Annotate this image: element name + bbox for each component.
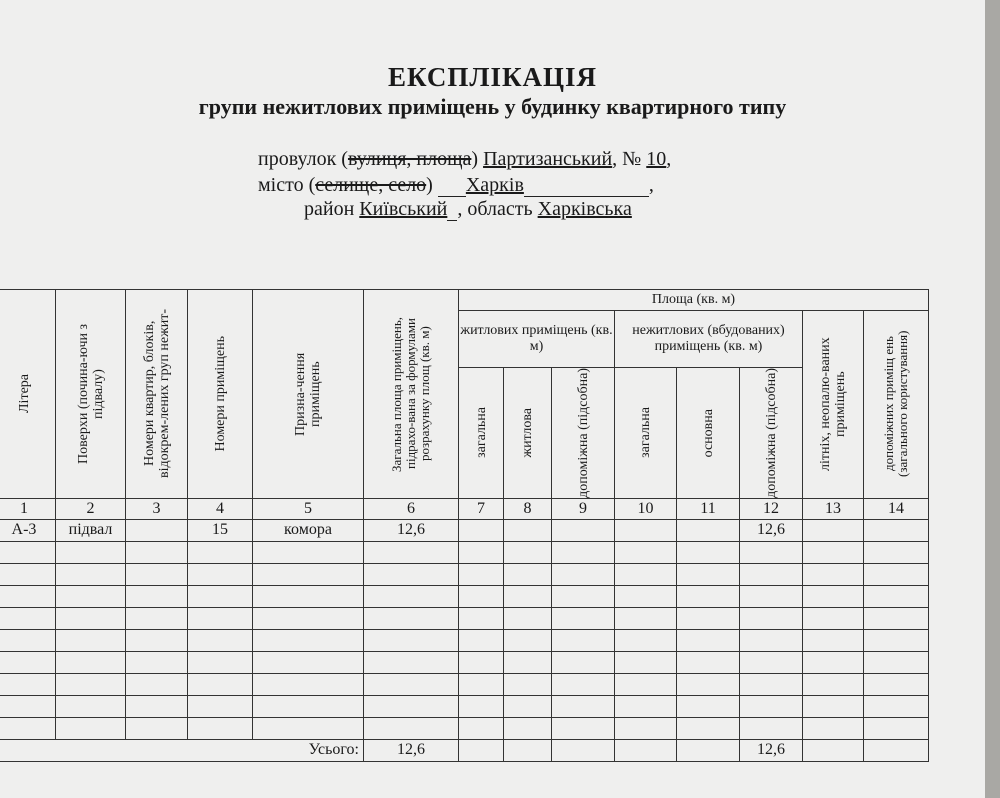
table-cell [552, 717, 615, 739]
table-cell [615, 585, 677, 607]
table-cell [504, 651, 552, 673]
column-number: 4 [188, 498, 253, 519]
header-apartment-numbers-text: Номери квартир, блоків, відокрем-лених груп нежит- [141, 309, 172, 479]
table-cell [803, 541, 864, 563]
table-cell [504, 629, 552, 651]
table-cell [364, 651, 459, 673]
table-cell [56, 541, 126, 563]
header-common-rooms-text: допоміжних приміщ ень (загального користування) [881, 331, 910, 478]
header-room-purpose-text: Призна-чення приміщень [293, 352, 323, 436]
table-cell [459, 519, 504, 541]
table-row [0, 695, 929, 717]
table-cell [459, 717, 504, 739]
table-cell [56, 717, 126, 739]
table-cell [803, 717, 864, 739]
table-cell [0, 695, 56, 717]
table-cell [677, 607, 740, 629]
header-common-rooms [864, 311, 929, 499]
table-cell [504, 607, 552, 629]
header-res-total [459, 368, 504, 499]
table-cell [552, 607, 615, 629]
header-res-living [504, 368, 552, 499]
table-cell [126, 695, 188, 717]
table-cell [126, 607, 188, 629]
header-apartment-numbers [126, 290, 188, 499]
table-cell [0, 651, 56, 673]
table-cell [677, 717, 740, 739]
header-residential: житлових приміщень (кв. м) [459, 311, 615, 368]
column-number: 5 [253, 498, 364, 519]
header-nonresidential: нежитлових (вбудованих) приміщень (кв. м) [615, 311, 803, 368]
table-cell [615, 717, 677, 739]
table-cell [740, 585, 803, 607]
table-cell [615, 519, 677, 541]
table-row [0, 563, 929, 585]
table-cell [803, 673, 864, 695]
header-nonres-total-text: загальна [638, 407, 653, 459]
table-cell: 12,6 [364, 519, 459, 541]
table-cell [615, 541, 677, 563]
table-cell [253, 585, 364, 607]
document-subtitle: групи нежитлових приміщень у будинку квартирного типу [198, 94, 787, 119]
header-floors [56, 290, 126, 499]
header-res-living-text: житлова [520, 408, 535, 458]
table-cell [740, 651, 803, 673]
table-cell: комора [253, 519, 364, 541]
table-cell [504, 519, 552, 541]
table-cell [188, 673, 253, 695]
table-cell [864, 519, 929, 541]
total-col12: 12,6 [740, 739, 803, 761]
column-number: 14 [864, 498, 929, 519]
total-col13 [803, 739, 864, 761]
table-cell [459, 651, 504, 673]
table-cell [552, 695, 615, 717]
table-cell [552, 541, 615, 563]
table-cell: А-3 [0, 519, 56, 541]
table-cell [677, 541, 740, 563]
table-cell [552, 629, 615, 651]
table-cell [459, 695, 504, 717]
street-prefix: провулок ( [258, 148, 348, 170]
table-cell [126, 651, 188, 673]
table-row [0, 585, 929, 607]
table-cell [864, 717, 929, 739]
city-blank-before [438, 178, 466, 197]
table-cell [253, 629, 364, 651]
table-cell [803, 519, 864, 541]
table-cell [803, 695, 864, 717]
table-cell [126, 585, 188, 607]
table-cell [552, 673, 615, 695]
table-cell [504, 717, 552, 739]
table-row [0, 541, 929, 563]
table-cell [552, 585, 615, 607]
table-cell [803, 651, 864, 673]
table-cell [740, 563, 803, 585]
table-cell [253, 651, 364, 673]
header-litera [0, 290, 56, 499]
header-res-auxiliary [552, 368, 615, 499]
table-cell [0, 541, 56, 563]
document-title: ЕКСПЛІКАЦІЯ [387, 62, 598, 92]
header-nonres-auxiliary-text: допоміжна (підсобна) [763, 368, 779, 498]
table-cell [126, 563, 188, 585]
table-cell [459, 563, 504, 585]
region-name: Харківська [537, 198, 632, 220]
header-res-auxiliary-text: допоміжна (підсобна) [575, 368, 591, 498]
table-row [0, 673, 929, 695]
table-cell [188, 563, 253, 585]
table-cell [504, 541, 552, 563]
column-number: 12 [740, 498, 803, 519]
table-cell [864, 563, 929, 585]
total-label: Усього: [0, 739, 364, 761]
table-cell [188, 607, 253, 629]
district-name: Київський [359, 198, 448, 220]
table-cell [615, 629, 677, 651]
table-cell: підвал [56, 519, 126, 541]
table-cell [364, 695, 459, 717]
table-cell [253, 607, 364, 629]
table-cell [864, 695, 929, 717]
table-cell [364, 585, 459, 607]
header-room-numbers [188, 290, 253, 499]
header-room-purpose [253, 290, 364, 499]
table-cell [677, 651, 740, 673]
street-line [258, 148, 671, 171]
table-cell [56, 695, 126, 717]
table-cell [504, 695, 552, 717]
table-cell [188, 717, 253, 739]
table-row [0, 629, 929, 651]
table-cell [253, 563, 364, 585]
table-cell [56, 607, 126, 629]
header-area-group: Площа (кв. м) [459, 290, 929, 311]
city-struck-text: селище, село [315, 174, 427, 196]
table-cell [677, 695, 740, 717]
table-cell [740, 607, 803, 629]
header-summer-rooms [803, 311, 864, 499]
street-end: , [666, 148, 672, 170]
table-cell [56, 629, 126, 651]
total-col14 [864, 739, 929, 761]
total-col6: 12,6 [364, 739, 459, 761]
table-cell [188, 629, 253, 651]
table-cell [0, 629, 56, 651]
book-spine-edge [985, 0, 1000, 798]
column-number: 2 [56, 498, 126, 519]
street-struck-text: вулиця, площа [347, 148, 472, 170]
table-cell [740, 695, 803, 717]
column-number: 11 [677, 498, 740, 519]
header-res-total-text: загальна [473, 407, 489, 459]
header-total-area [364, 290, 459, 499]
total-col7 [459, 739, 504, 761]
column-number: 3 [126, 498, 188, 519]
table-cell [459, 629, 504, 651]
total-col10 [615, 739, 677, 761]
table-cell [864, 629, 929, 651]
table-cell [459, 541, 504, 563]
table-cell [0, 673, 56, 695]
header-litera-text: Літера [16, 374, 32, 414]
table-cell [552, 651, 615, 673]
table-cell [0, 717, 56, 739]
table-cell [740, 717, 803, 739]
table-cell [364, 717, 459, 739]
total-col9 [552, 739, 615, 761]
table-cell [552, 519, 615, 541]
table-cell [803, 629, 864, 651]
column-number: 6 [364, 498, 459, 519]
table-cell [56, 585, 126, 607]
header-nonres-main-text: основна [700, 408, 716, 458]
table-cell [126, 717, 188, 739]
table-cell [188, 585, 253, 607]
district-line [304, 198, 632, 221]
table-cell [126, 519, 188, 541]
header-nonres-main [677, 368, 740, 499]
table-cell [0, 607, 56, 629]
table-cell [56, 651, 126, 673]
table-cell [504, 563, 552, 585]
header-room-numbers-text: Номери приміщень [212, 336, 228, 452]
table-cell [188, 695, 253, 717]
table-cell [459, 673, 504, 695]
table-cell [615, 673, 677, 695]
city-close: ) [426, 174, 433, 196]
table-row [0, 607, 929, 629]
city-prefix: місто ( [258, 174, 316, 196]
table-cell [615, 695, 677, 717]
header-floors-text: Поверхи (почина-ючи з підвалу) [75, 323, 106, 464]
table-row [0, 519, 929, 541]
table-cell [56, 563, 126, 585]
city-line [258, 174, 654, 197]
city-blank-after [524, 178, 649, 197]
table-cell [126, 629, 188, 651]
table-cell [459, 607, 504, 629]
district-prefix: район [304, 198, 355, 220]
column-number: 7 [459, 498, 504, 519]
table-cell [459, 585, 504, 607]
table-cell [864, 607, 929, 629]
street-name: Партизанський [483, 148, 613, 170]
table-cell: 12,6 [740, 519, 803, 541]
table-cell [677, 519, 740, 541]
table-cell [677, 673, 740, 695]
table-cell [864, 585, 929, 607]
table-cell [803, 607, 864, 629]
table-cell [740, 629, 803, 651]
table-cell [253, 717, 364, 739]
table-cell [364, 629, 459, 651]
table-cell [126, 541, 188, 563]
table-cell [253, 541, 364, 563]
column-number: 9 [552, 498, 615, 519]
table-row [0, 717, 929, 739]
street-close: ) [471, 148, 479, 170]
table-cell [0, 585, 56, 607]
table-cell [188, 651, 253, 673]
table-cell [803, 563, 864, 585]
total-row [0, 739, 929, 761]
column-number-row [0, 498, 929, 519]
table-cell [615, 563, 677, 585]
header-nonres-auxiliary [740, 368, 803, 499]
total-col8 [504, 739, 552, 761]
table-cell [615, 651, 677, 673]
column-number: 1 [0, 498, 56, 519]
column-number: 10 [615, 498, 677, 519]
table-cell [864, 673, 929, 695]
table-cell [740, 541, 803, 563]
table-cell [364, 673, 459, 695]
table-cell: 15 [188, 519, 253, 541]
table-cell [504, 673, 552, 695]
table-cell [126, 673, 188, 695]
table-cell [677, 585, 740, 607]
table-cell [504, 585, 552, 607]
table-cell [864, 651, 929, 673]
explication-table [0, 289, 929, 762]
table-cell [188, 541, 253, 563]
number-separator: , № [612, 148, 642, 170]
table-cell [56, 673, 126, 695]
table-cell [615, 607, 677, 629]
table-cell [0, 563, 56, 585]
table-cell [677, 563, 740, 585]
total-col11 [677, 739, 740, 761]
header-total-area-text: Загальна площа приміщень, підрахо-вана за формулами розрахунку площ (кв. м) [389, 316, 432, 472]
header-summer-rooms-text: літніх, неопалю-ваних приміщень [818, 337, 848, 472]
table-cell [364, 563, 459, 585]
table-cell [253, 695, 364, 717]
table-cell [740, 673, 803, 695]
district-blank [447, 202, 457, 221]
house-number: 10 [646, 148, 667, 170]
table-cell [677, 629, 740, 651]
table-cell [364, 541, 459, 563]
header-nonres-total [615, 368, 677, 499]
table-cell [552, 563, 615, 585]
column-number: 13 [803, 498, 864, 519]
column-number: 8 [504, 498, 552, 519]
region-separator: , область [457, 198, 533, 220]
table-cell [864, 541, 929, 563]
table-cell [364, 607, 459, 629]
city-end: , [648, 174, 654, 196]
table-cell [253, 673, 364, 695]
city-name: Харків [465, 174, 524, 196]
table-row [0, 651, 929, 673]
table-cell [803, 585, 864, 607]
